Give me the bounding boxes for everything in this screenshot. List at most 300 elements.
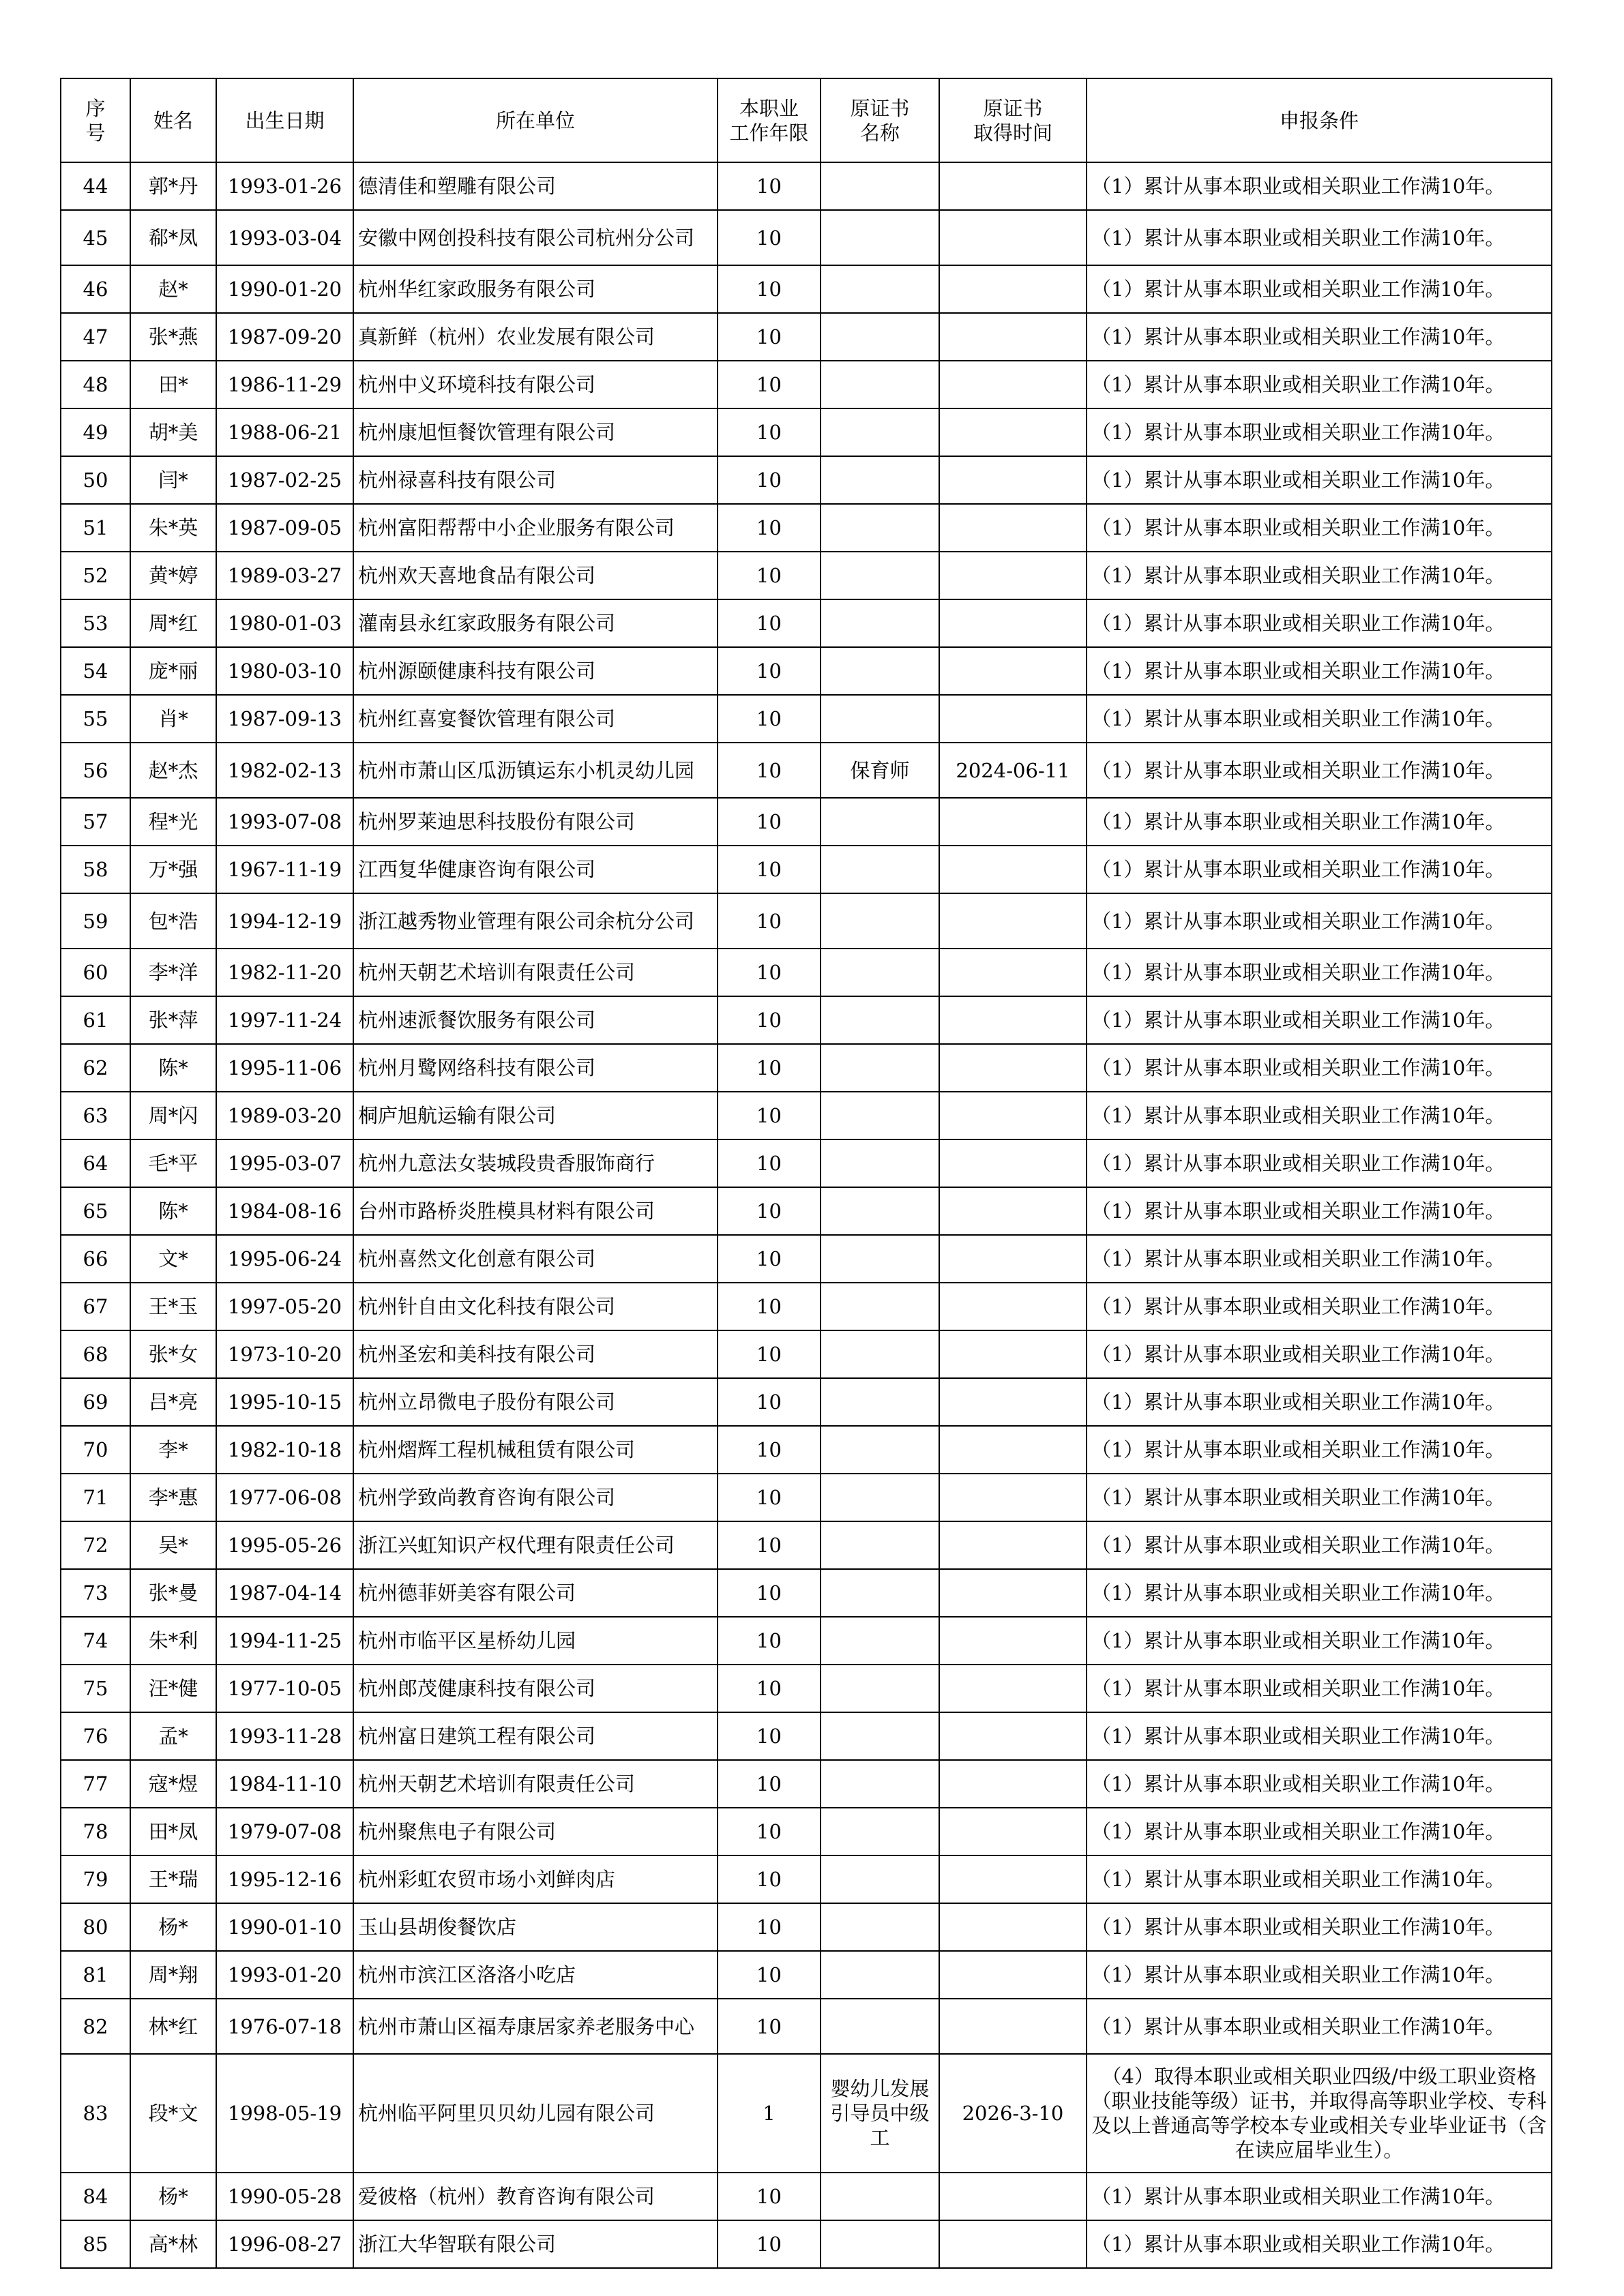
cell-seq: 45 bbox=[61, 210, 130, 265]
cell-years: 10 bbox=[718, 1139, 821, 1187]
cell-birth: 1987-09-05 bbox=[216, 504, 353, 552]
table-row bbox=[61, 1092, 1552, 1139]
header-name: 姓名 bbox=[130, 78, 216, 162]
cell-seq: 83 bbox=[61, 2054, 130, 2173]
cell-cert-name bbox=[821, 456, 939, 504]
cell-name: 文* bbox=[130, 1235, 216, 1283]
cell-years: 10 bbox=[718, 695, 821, 743]
cell-birth: 1993-11-28 bbox=[216, 1712, 353, 1760]
cell-unit: 江西复华健康咨询有限公司 bbox=[353, 846, 718, 893]
cell-cert-name bbox=[821, 1330, 939, 1378]
cell-cert-time bbox=[939, 996, 1087, 1044]
cell-name: 汪*健 bbox=[130, 1665, 216, 1712]
cell-birth: 1997-11-24 bbox=[216, 996, 353, 1044]
cell-years: 10 bbox=[718, 313, 821, 361]
cell-cert-name bbox=[821, 1951, 939, 1999]
cell-cert-name bbox=[821, 996, 939, 1044]
cell-name: 林*红 bbox=[130, 1999, 216, 2054]
cell-name: 郗*凤 bbox=[130, 210, 216, 265]
cell-cert-name bbox=[821, 1426, 939, 1474]
cell-condition: （1）累计从事本职业或相关职业工作满10年。 bbox=[1087, 1903, 1552, 1951]
cell-years: 10 bbox=[718, 1903, 821, 1951]
cell-seq: 73 bbox=[61, 1569, 130, 1617]
cell-seq: 82 bbox=[61, 1999, 130, 2054]
cell-birth: 1980-03-10 bbox=[216, 647, 353, 695]
cell-name: 郭*丹 bbox=[130, 162, 216, 210]
cell-name: 李* bbox=[130, 1426, 216, 1474]
cell-unit: 杭州德菲妍美容有限公司 bbox=[353, 1569, 718, 1617]
cell-condition: （1）累计从事本职业或相关职业工作满10年。 bbox=[1087, 1235, 1552, 1283]
cell-years: 10 bbox=[718, 1426, 821, 1474]
cell-condition: （1）累计从事本职业或相关职业工作满10年。 bbox=[1087, 846, 1552, 893]
cell-years: 1 bbox=[718, 2054, 821, 2173]
cell-cert-time bbox=[939, 456, 1087, 504]
cell-cert-time bbox=[939, 265, 1087, 313]
cell-seq: 70 bbox=[61, 1426, 130, 1474]
cell-condition: （1）累计从事本职业或相关职业工作满10年。 bbox=[1087, 1951, 1552, 1999]
header-seq-line2: 号 bbox=[85, 121, 106, 145]
cell-name: 孟* bbox=[130, 1712, 216, 1760]
cell-birth: 1982-10-18 bbox=[216, 1426, 353, 1474]
table-row bbox=[61, 1951, 1552, 1999]
cell-cert-time bbox=[939, 893, 1087, 949]
cell-unit: 杭州源颐健康科技有限公司 bbox=[353, 647, 718, 695]
cell-unit: 杭州速派餐饮服务有限公司 bbox=[353, 996, 718, 1044]
cell-unit: 杭州立昂微电子股份有限公司 bbox=[353, 1378, 718, 1426]
cell-birth: 1980-01-03 bbox=[216, 599, 353, 647]
cell-seq: 60 bbox=[61, 949, 130, 996]
cell-cert-time bbox=[939, 1330, 1087, 1378]
cell-cert-time bbox=[939, 1092, 1087, 1139]
cell-years: 10 bbox=[718, 2173, 821, 2220]
cell-cert-name bbox=[821, 1569, 939, 1617]
cell-birth: 1993-01-20 bbox=[216, 1951, 353, 1999]
cell-unit: 桐庐旭航运输有限公司 bbox=[353, 1092, 718, 1139]
cell-unit: 杭州针自由文化科技有限公司 bbox=[353, 1283, 718, 1330]
cell-condition: （1）累计从事本职业或相关职业工作满10年。 bbox=[1087, 1187, 1552, 1235]
cell-condition: （1）累计从事本职业或相关职业工作满10年。 bbox=[1087, 893, 1552, 949]
cell-years: 10 bbox=[718, 408, 821, 456]
cell-birth: 1995-10-15 bbox=[216, 1378, 353, 1426]
cell-years: 10 bbox=[718, 846, 821, 893]
cell-unit: 杭州富阳帮帮中小企业服务有限公司 bbox=[353, 504, 718, 552]
cell-seq: 47 bbox=[61, 313, 130, 361]
cell-cert-name bbox=[821, 162, 939, 210]
cell-name: 程*光 bbox=[130, 798, 216, 846]
cell-unit: 浙江越秀物业管理有限公司余杭分公司 bbox=[353, 893, 718, 949]
cell-condition: （1）累计从事本职业或相关职业工作满10年。 bbox=[1087, 361, 1552, 408]
cell-name: 王*玉 bbox=[130, 1283, 216, 1330]
cell-years: 10 bbox=[718, 1092, 821, 1139]
cell-years: 10 bbox=[718, 1521, 821, 1569]
cell-years: 10 bbox=[718, 1044, 821, 1092]
cell-unit: 杭州市萧山区瓜沥镇运东小机灵幼儿园 bbox=[353, 743, 718, 798]
table-row bbox=[61, 743, 1552, 798]
cell-name: 杨* bbox=[130, 2173, 216, 2220]
cell-condition: （1）累计从事本职业或相关职业工作满10年。 bbox=[1087, 2173, 1552, 2220]
cell-cert-time bbox=[939, 846, 1087, 893]
cell-birth: 1995-06-24 bbox=[216, 1235, 353, 1283]
cell-name: 陈* bbox=[130, 1187, 216, 1235]
cell-unit: 杭州欢天喜地食品有限公司 bbox=[353, 552, 718, 599]
header-cert-time-line1: 原证书 bbox=[983, 96, 1043, 120]
cell-seq: 67 bbox=[61, 1283, 130, 1330]
cell-cert-name bbox=[821, 1617, 939, 1665]
cell-birth: 1989-03-27 bbox=[216, 552, 353, 599]
cell-cert-time bbox=[939, 1474, 1087, 1521]
cell-cert-name bbox=[821, 647, 939, 695]
cell-years: 10 bbox=[718, 1760, 821, 1808]
header-cert-time-line2: 取得时间 bbox=[973, 121, 1052, 145]
cell-cert-time bbox=[939, 1665, 1087, 1712]
cell-cert-name bbox=[821, 893, 939, 949]
table-row bbox=[61, 1187, 1552, 1235]
cell-name: 周*翔 bbox=[130, 1951, 216, 1999]
cell-unit: 爱彼格（杭州）教育咨询有限公司 bbox=[353, 2173, 718, 2220]
cell-cert-time bbox=[939, 408, 1087, 456]
cell-seq: 52 bbox=[61, 552, 130, 599]
cell-condition: （1）累计从事本职业或相关职业工作满10年。 bbox=[1087, 1855, 1552, 1903]
cell-seq: 55 bbox=[61, 695, 130, 743]
table-row bbox=[61, 456, 1552, 504]
table-row bbox=[61, 361, 1552, 408]
cell-seq: 65 bbox=[61, 1187, 130, 1235]
cell-unit: 浙江兴虹知识产权代理有限责任公司 bbox=[353, 1521, 718, 1569]
cell-cert-name bbox=[821, 1378, 939, 1426]
table-row bbox=[61, 695, 1552, 743]
cell-birth: 1967-11-19 bbox=[216, 846, 353, 893]
cell-name: 田* bbox=[130, 361, 216, 408]
header-years bbox=[718, 78, 821, 162]
cell-seq: 44 bbox=[61, 162, 130, 210]
cell-condition: （1）累计从事本职业或相关职业工作满10年。 bbox=[1087, 1665, 1552, 1712]
cell-name: 朱*利 bbox=[130, 1617, 216, 1665]
table-row bbox=[61, 647, 1552, 695]
table-row bbox=[61, 1712, 1552, 1760]
cell-name: 吕*亮 bbox=[130, 1378, 216, 1426]
cell-cert-time bbox=[939, 1808, 1087, 1855]
header-unit: 所在单位 bbox=[353, 78, 718, 162]
cell-seq: 64 bbox=[61, 1139, 130, 1187]
header-years-line2: 工作年限 bbox=[729, 121, 809, 145]
cell-cert-name bbox=[821, 1903, 939, 1951]
cell-unit: 杭州红喜宴餐饮管理有限公司 bbox=[353, 695, 718, 743]
cell-unit: 玉山县胡俊餐饮店 bbox=[353, 1903, 718, 1951]
cell-cert-name: 保育师 bbox=[821, 743, 939, 798]
cell-unit: 浙江大华智联有限公司 bbox=[353, 2220, 718, 2268]
cell-unit: 台州市路桥炎胜模具材料有限公司 bbox=[353, 1187, 718, 1235]
cell-seq: 53 bbox=[61, 599, 130, 647]
cell-condition: （1）累计从事本职业或相关职业工作满10年。 bbox=[1087, 504, 1552, 552]
cell-cert-name bbox=[821, 1999, 939, 2054]
cell-condition: （1）累计从事本职业或相关职业工作满10年。 bbox=[1087, 1139, 1552, 1187]
cell-birth: 1977-06-08 bbox=[216, 1474, 353, 1521]
cell-cert-name bbox=[821, 1855, 939, 1903]
cell-cert-time bbox=[939, 1760, 1087, 1808]
cell-condition: （1）累计从事本职业或相关职业工作满10年。 bbox=[1087, 1378, 1552, 1426]
cell-condition: （1）累计从事本职业或相关职业工作满10年。 bbox=[1087, 552, 1552, 599]
cell-condition: （1）累计从事本职业或相关职业工作满10年。 bbox=[1087, 743, 1552, 798]
cell-cert-time bbox=[939, 1187, 1087, 1235]
cell-condition: （1）累计从事本职业或相关职业工作满10年。 bbox=[1087, 210, 1552, 265]
cell-name: 胡*美 bbox=[130, 408, 216, 456]
cell-cert-name bbox=[821, 408, 939, 456]
header-cert-name-line2: 名称 bbox=[859, 121, 900, 145]
cell-name: 万*强 bbox=[130, 846, 216, 893]
cell-cert-name bbox=[821, 798, 939, 846]
cell-birth: 1988-06-21 bbox=[216, 408, 353, 456]
cell-cert-time bbox=[939, 2173, 1087, 2220]
header-seq-line1: 序 bbox=[85, 96, 106, 120]
cell-birth: 1993-03-04 bbox=[216, 210, 353, 265]
table-row bbox=[61, 2054, 1552, 2173]
cell-name: 周*红 bbox=[130, 599, 216, 647]
cell-birth: 1982-02-13 bbox=[216, 743, 353, 798]
cell-birth: 1987-09-13 bbox=[216, 695, 353, 743]
cell-seq: 46 bbox=[61, 265, 130, 313]
cell-birth: 1995-12-16 bbox=[216, 1855, 353, 1903]
cell-condition: （1）累计从事本职业或相关职业工作满10年。 bbox=[1087, 2220, 1552, 2268]
cell-cert-name bbox=[821, 1235, 939, 1283]
cell-unit: 杭州临平阿里贝贝幼儿园有限公司 bbox=[353, 2054, 718, 2173]
cell-years: 10 bbox=[718, 504, 821, 552]
cell-name: 朱*英 bbox=[130, 504, 216, 552]
cell-years: 10 bbox=[718, 456, 821, 504]
header-condition: 申报条件 bbox=[1087, 78, 1552, 162]
cell-condition: （1）累计从事本职业或相关职业工作满10年。 bbox=[1087, 1092, 1552, 1139]
cell-years: 10 bbox=[718, 1999, 821, 2054]
cell-cert-name bbox=[821, 2220, 939, 2268]
table-body bbox=[61, 162, 1552, 2268]
cell-years: 10 bbox=[718, 1855, 821, 1903]
table-row bbox=[61, 949, 1552, 996]
cell-cert-time bbox=[939, 313, 1087, 361]
cell-cert-name bbox=[821, 265, 939, 313]
cell-cert-time bbox=[939, 1139, 1087, 1187]
cell-unit: 杭州彩虹农贸市场小刘鲜肉店 bbox=[353, 1855, 718, 1903]
table-row bbox=[61, 1235, 1552, 1283]
cell-condition: （1）累计从事本职业或相关职业工作满10年。 bbox=[1087, 1283, 1552, 1330]
cell-years: 10 bbox=[718, 1187, 821, 1235]
cell-condition: （1）累计从事本职业或相关职业工作满10年。 bbox=[1087, 695, 1552, 743]
table-row bbox=[61, 1521, 1552, 1569]
header-cert-name bbox=[821, 78, 939, 162]
cell-seq: 78 bbox=[61, 1808, 130, 1855]
cell-birth: 1996-08-27 bbox=[216, 2220, 353, 2268]
cell-seq: 49 bbox=[61, 408, 130, 456]
cell-cert-time bbox=[939, 1283, 1087, 1330]
cell-seq: 85 bbox=[61, 2220, 130, 2268]
cell-cert-time bbox=[939, 1855, 1087, 1903]
table-row bbox=[61, 1330, 1552, 1378]
cell-unit: 安徽中网创投科技有限公司杭州分公司 bbox=[353, 210, 718, 265]
cell-birth: 1995-11-06 bbox=[216, 1044, 353, 1092]
table-row bbox=[61, 599, 1552, 647]
cell-name: 张*燕 bbox=[130, 313, 216, 361]
cell-cert-time bbox=[939, 1712, 1087, 1760]
cell-unit: 杭州圣宏和美科技有限公司 bbox=[353, 1330, 718, 1378]
cell-years: 10 bbox=[718, 265, 821, 313]
cell-cert-time bbox=[939, 2220, 1087, 2268]
cell-seq: 63 bbox=[61, 1092, 130, 1139]
header-cert-name-line1: 原证书 bbox=[850, 96, 910, 120]
cell-unit: 杭州市滨江区洛洛小吃店 bbox=[353, 1951, 718, 1999]
cell-cert-time bbox=[939, 695, 1087, 743]
table-row bbox=[61, 210, 1552, 265]
cell-years: 10 bbox=[718, 1569, 821, 1617]
cell-years: 10 bbox=[718, 599, 821, 647]
cell-cert-name bbox=[821, 361, 939, 408]
table-row bbox=[61, 1808, 1552, 1855]
table-row bbox=[61, 893, 1552, 949]
cell-name: 赵* bbox=[130, 265, 216, 313]
cell-seq: 80 bbox=[61, 1903, 130, 1951]
table-row bbox=[61, 1665, 1552, 1712]
cell-unit: 杭州市萧山区福寿康居家养老服务中心 bbox=[353, 1999, 718, 2054]
cell-condition: （1）累计从事本职业或相关职业工作满10年。 bbox=[1087, 1999, 1552, 2054]
cell-seq: 76 bbox=[61, 1712, 130, 1760]
cell-name: 闫* bbox=[130, 456, 216, 504]
cell-seq: 75 bbox=[61, 1665, 130, 1712]
document-page bbox=[60, 78, 1551, 2269]
table-row bbox=[61, 1474, 1552, 1521]
cell-condition: （1）累计从事本职业或相关职业工作满10年。 bbox=[1087, 456, 1552, 504]
cell-birth: 1997-05-20 bbox=[216, 1283, 353, 1330]
cell-birth: 1982-11-20 bbox=[216, 949, 353, 996]
table-row bbox=[61, 1283, 1552, 1330]
cell-birth: 1994-11-25 bbox=[216, 1617, 353, 1665]
cell-seq: 68 bbox=[61, 1330, 130, 1378]
cell-cert-name bbox=[821, 1712, 939, 1760]
table-row bbox=[61, 1569, 1552, 1617]
cell-birth: 1984-11-10 bbox=[216, 1760, 353, 1808]
cell-cert-time: 2024-06-11 bbox=[939, 743, 1087, 798]
cell-years: 10 bbox=[718, 1951, 821, 1999]
cell-seq: 59 bbox=[61, 893, 130, 949]
cell-cert-name bbox=[821, 1808, 939, 1855]
cell-years: 10 bbox=[718, 1330, 821, 1378]
cell-birth: 1990-01-20 bbox=[216, 265, 353, 313]
cell-birth: 1986-11-29 bbox=[216, 361, 353, 408]
cell-cert-name bbox=[821, 1474, 939, 1521]
cell-birth: 1984-08-16 bbox=[216, 1187, 353, 1235]
cell-cert-time bbox=[939, 1951, 1087, 1999]
cell-condition: （1）累计从事本职业或相关职业工作满10年。 bbox=[1087, 647, 1552, 695]
cell-cert-name bbox=[821, 2173, 939, 2220]
cell-unit: 杭州中义环境科技有限公司 bbox=[353, 361, 718, 408]
table-row bbox=[61, 2173, 1552, 2220]
cell-condition: （1）累计从事本职业或相关职业工作满10年。 bbox=[1087, 996, 1552, 1044]
cell-cert-name bbox=[821, 1760, 939, 1808]
cell-seq: 84 bbox=[61, 2173, 130, 2220]
cell-birth: 1989-03-20 bbox=[216, 1092, 353, 1139]
cell-cert-time bbox=[939, 162, 1087, 210]
header-seq bbox=[61, 78, 130, 162]
cell-unit: 杭州天朝艺术培训有限责任公司 bbox=[353, 1760, 718, 1808]
cell-seq: 79 bbox=[61, 1855, 130, 1903]
cell-years: 10 bbox=[718, 210, 821, 265]
cell-birth: 1998-05-19 bbox=[216, 2054, 353, 2173]
cell-condition: （1）累计从事本职业或相关职业工作满10年。 bbox=[1087, 265, 1552, 313]
cell-seq: 72 bbox=[61, 1521, 130, 1569]
cell-cert-time bbox=[939, 1378, 1087, 1426]
cell-condition: （1）累计从事本职业或相关职业工作满10年。 bbox=[1087, 1330, 1552, 1378]
cell-name: 张*萍 bbox=[130, 996, 216, 1044]
applicant-table bbox=[60, 78, 1552, 2269]
cell-years: 10 bbox=[718, 949, 821, 996]
cell-condition: （1）累计从事本职业或相关职业工作满10年。 bbox=[1087, 408, 1552, 456]
table-row bbox=[61, 1378, 1552, 1426]
cell-condition: （1）累计从事本职业或相关职业工作满10年。 bbox=[1087, 1569, 1552, 1617]
cell-years: 10 bbox=[718, 743, 821, 798]
cell-seq: 61 bbox=[61, 996, 130, 1044]
cell-unit: 杭州学致尚教育咨询有限公司 bbox=[353, 1474, 718, 1521]
header-row bbox=[61, 78, 1552, 162]
cell-years: 10 bbox=[718, 798, 821, 846]
cell-years: 10 bbox=[718, 1617, 821, 1665]
cell-seq: 71 bbox=[61, 1474, 130, 1521]
cell-cert-time bbox=[939, 798, 1087, 846]
cell-name: 寇*煜 bbox=[130, 1760, 216, 1808]
cell-seq: 54 bbox=[61, 647, 130, 695]
cell-years: 10 bbox=[718, 162, 821, 210]
cell-birth: 1979-07-08 bbox=[216, 1808, 353, 1855]
cell-birth: 1993-01-26 bbox=[216, 162, 353, 210]
cell-condition: （1）累计从事本职业或相关职业工作满10年。 bbox=[1087, 1808, 1552, 1855]
cell-unit: 杭州月鹭网络科技有限公司 bbox=[353, 1044, 718, 1092]
cell-seq: 69 bbox=[61, 1378, 130, 1426]
cell-cert-time: 2026-3-10 bbox=[939, 2054, 1087, 2173]
header-cert-time bbox=[939, 78, 1087, 162]
cell-cert-name: 婴幼儿发展引导员中级工 bbox=[821, 2054, 939, 2173]
cell-name: 李*惠 bbox=[130, 1474, 216, 1521]
cell-name: 张*女 bbox=[130, 1330, 216, 1378]
cell-unit: 杭州华红家政服务有限公司 bbox=[353, 265, 718, 313]
cell-cert-time bbox=[939, 647, 1087, 695]
cell-years: 10 bbox=[718, 361, 821, 408]
cell-cert-name bbox=[821, 695, 939, 743]
cell-condition: （1）累计从事本职业或相关职业工作满10年。 bbox=[1087, 798, 1552, 846]
cell-years: 10 bbox=[718, 1808, 821, 1855]
table-row bbox=[61, 162, 1552, 210]
cell-birth: 1987-09-20 bbox=[216, 313, 353, 361]
table-row bbox=[61, 1999, 1552, 2054]
cell-condition: （1）累计从事本职业或相关职业工作满10年。 bbox=[1087, 1521, 1552, 1569]
cell-unit: 杭州喜然文化创意有限公司 bbox=[353, 1235, 718, 1283]
cell-seq: 74 bbox=[61, 1617, 130, 1665]
cell-cert-time bbox=[939, 1235, 1087, 1283]
cell-condition: （4）取得本职业或相关职业四级/中级工职业资格（职业技能等级）证书，并取得高等职业学校、专科及以上普通高等学校本专业或相关专业毕业证书（含在读应届毕业生）。 bbox=[1087, 2054, 1552, 2173]
cell-name: 赵*杰 bbox=[130, 743, 216, 798]
cell-condition: （1）累计从事本职业或相关职业工作满10年。 bbox=[1087, 1760, 1552, 1808]
cell-birth: 1976-07-18 bbox=[216, 1999, 353, 2054]
cell-name: 包*浩 bbox=[130, 893, 216, 949]
cell-cert-time bbox=[939, 504, 1087, 552]
cell-condition: （1）累计从事本职业或相关职业工作满10年。 bbox=[1087, 162, 1552, 210]
cell-cert-time bbox=[939, 599, 1087, 647]
cell-cert-time bbox=[939, 1617, 1087, 1665]
cell-unit: 真新鲜（杭州）农业发展有限公司 bbox=[353, 313, 718, 361]
cell-condition: （1）累计从事本职业或相关职业工作满10年。 bbox=[1087, 1474, 1552, 1521]
table-row bbox=[61, 1426, 1552, 1474]
table-row bbox=[61, 265, 1552, 313]
cell-unit: 杭州天朝艺术培训有限责任公司 bbox=[353, 949, 718, 996]
table-row bbox=[61, 996, 1552, 1044]
cell-unit: 杭州郎茂健康科技有限公司 bbox=[353, 1665, 718, 1712]
table-row bbox=[61, 1760, 1552, 1808]
cell-name: 段*文 bbox=[130, 2054, 216, 2173]
table-row bbox=[61, 313, 1552, 361]
